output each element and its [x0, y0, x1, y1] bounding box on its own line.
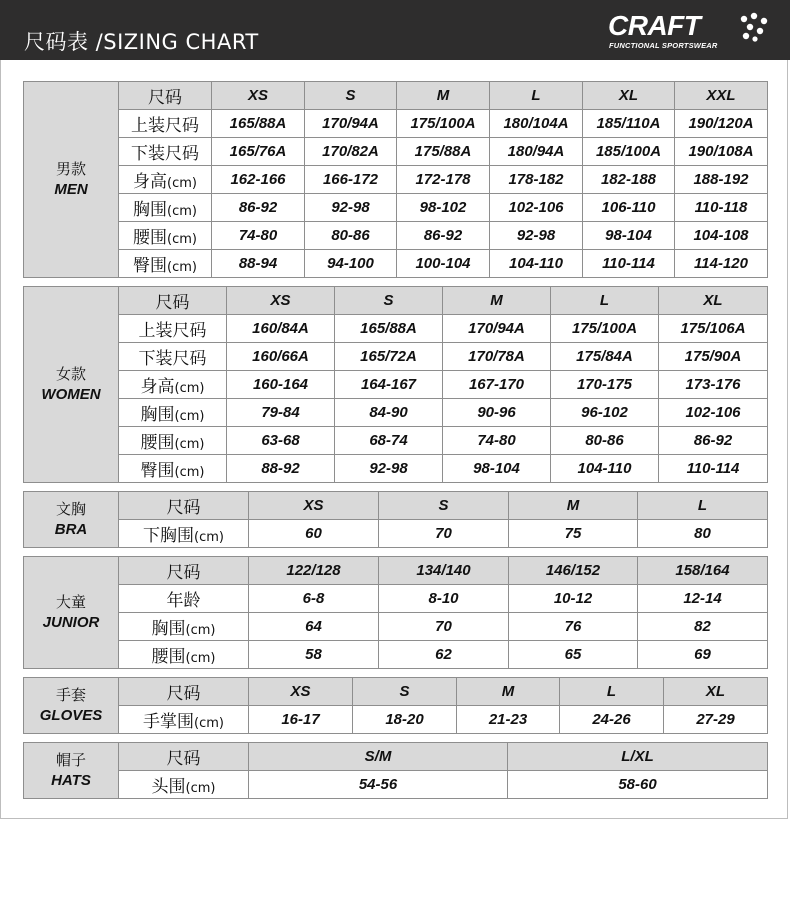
table-cell: 21-23: [457, 706, 560, 734]
table-cell: 10-12: [509, 585, 638, 613]
size-header-row: [24, 287, 768, 315]
category-name-cn: 文胸: [55, 500, 86, 519]
row-label: 胸围(cm): [119, 194, 212, 222]
size-header-row: [24, 557, 768, 585]
table-cell: 165/76A: [212, 138, 305, 166]
row-label: 头围(cm): [119, 771, 249, 799]
table-cell: 68-74: [335, 427, 443, 455]
table-cell: 100-104: [397, 250, 490, 278]
table-cell: 185/110A: [583, 110, 675, 138]
size-header: S: [335, 287, 443, 315]
table-cell: 75: [509, 520, 638, 548]
size-header: XS: [249, 492, 379, 520]
table-row: [24, 166, 768, 194]
table-cell: 114-120: [675, 250, 768, 278]
size-header: L: [560, 678, 664, 706]
row-label: 下装尺码: [119, 138, 212, 166]
category-name-cn: 帽子: [55, 751, 86, 770]
size-header: L: [551, 287, 659, 315]
category-name-en: WOMEN: [41, 385, 101, 403]
table-cell: 167-170: [443, 371, 551, 399]
table-row: [24, 343, 768, 371]
category-name-en: JUNIOR: [42, 613, 100, 631]
row-label: 下胸围(cm): [119, 520, 249, 548]
table-cell: 173-176: [659, 371, 768, 399]
size-header: L: [638, 492, 768, 520]
table-cell: 88-94: [212, 250, 305, 278]
category-name-cn: 女款: [55, 365, 86, 384]
table-cell: 165/88A: [212, 110, 305, 138]
table-cell: 96-102: [551, 399, 659, 427]
table-cell: 162-166: [212, 166, 305, 194]
table-cell: 175/90A: [659, 343, 768, 371]
bra-size-table: [23, 491, 768, 548]
size-label: 尺码: [119, 82, 212, 110]
size-header: XXL: [675, 82, 768, 110]
table-row: [24, 585, 768, 613]
table-row: [24, 315, 768, 343]
size-header: 158/164: [638, 557, 768, 585]
table-cell: 12-14: [638, 585, 768, 613]
table-cell: 18-20: [353, 706, 457, 734]
table-cell: 185/100A: [583, 138, 675, 166]
women-size-table: [23, 286, 768, 483]
table-cell: 82: [638, 613, 768, 641]
category-cell: [24, 678, 119, 734]
size-header: XS: [249, 678, 353, 706]
table-cell: 106-110: [583, 194, 675, 222]
table-cell: 86-92: [659, 427, 768, 455]
table-cell: 90-96: [443, 399, 551, 427]
table-cell: 190/120A: [675, 110, 768, 138]
table-cell: 104-108: [675, 222, 768, 250]
page-title: 尺码表 /SIZING CHART: [24, 30, 259, 54]
category-name-en: MEN: [54, 180, 88, 198]
size-label: 尺码: [119, 287, 227, 315]
size-label: 尺码: [119, 678, 249, 706]
table-cell: 180/104A: [490, 110, 583, 138]
brand-wordmark: CRAFT: [608, 10, 701, 41]
size-header-row: [24, 82, 768, 110]
table-row: [24, 194, 768, 222]
size-header-row: [24, 492, 768, 520]
size-header: M: [397, 82, 490, 110]
category-cell: [24, 743, 119, 799]
table-cell: 110-114: [659, 455, 768, 483]
table-row: [24, 250, 768, 278]
table-cell: 175/106A: [659, 315, 768, 343]
table-cell: 24-26: [560, 706, 664, 734]
table-cell: 190/108A: [675, 138, 768, 166]
table-cell: 104-110: [551, 455, 659, 483]
table-row: [24, 427, 768, 455]
category-name-cn: 手套: [55, 686, 86, 705]
table-cell: 172-178: [397, 166, 490, 194]
row-label: 手掌围(cm): [119, 706, 249, 734]
table-cell: 6-8: [249, 585, 379, 613]
row-label: 上装尺码: [119, 315, 227, 343]
category-name-en: HATS: [51, 771, 91, 789]
table-row: [24, 110, 768, 138]
row-label: 胸围(cm): [119, 613, 249, 641]
size-header: XS: [212, 82, 305, 110]
table-cell: 69: [638, 641, 768, 669]
table-cell: 175/88A: [397, 138, 490, 166]
row-label: 胸围(cm): [119, 399, 227, 427]
size-label: 尺码: [119, 743, 249, 771]
table-cell: 170/82A: [305, 138, 397, 166]
size-header: S: [379, 492, 509, 520]
craft-logo: [608, 8, 773, 54]
size-header: S/M: [249, 743, 508, 771]
table-cell: 70: [379, 613, 509, 641]
table-cell: 175/84A: [551, 343, 659, 371]
table-cell: 160/84A: [227, 315, 335, 343]
table-cell: 86-92: [397, 222, 490, 250]
table-cell: 170-175: [551, 371, 659, 399]
table-cell: 110-114: [583, 250, 675, 278]
table-cell: 98-102: [397, 194, 490, 222]
table-cell: 70: [379, 520, 509, 548]
table-cell: 92-98: [490, 222, 583, 250]
table-cell: 16-17: [249, 706, 353, 734]
table-cell: 8-10: [379, 585, 509, 613]
table-row: [24, 399, 768, 427]
table-cell: 54-56: [249, 771, 508, 799]
size-header: S: [353, 678, 457, 706]
table-cell: 80: [638, 520, 768, 548]
size-header: L/XL: [508, 743, 768, 771]
row-label: 年龄: [119, 585, 249, 613]
table-cell: 102-106: [490, 194, 583, 222]
size-label: 尺码: [119, 492, 249, 520]
size-header: M: [443, 287, 551, 315]
size-header: S: [305, 82, 397, 110]
table-cell: 188-192: [675, 166, 768, 194]
table-cell: 165/88A: [335, 315, 443, 343]
table-cell: 27-29: [664, 706, 768, 734]
table-row: [24, 455, 768, 483]
table-cell: 170/94A: [305, 110, 397, 138]
table-cell: 64: [249, 613, 379, 641]
row-label: 上装尺码: [119, 110, 212, 138]
table-cell: 84-90: [335, 399, 443, 427]
row-label: 腰围(cm): [119, 641, 249, 669]
category-cell: [24, 287, 119, 483]
table-cell: 74-80: [443, 427, 551, 455]
table-cell: 92-98: [335, 455, 443, 483]
table-row: [24, 371, 768, 399]
table-cell: 62: [379, 641, 509, 669]
table-cell: 86-92: [212, 194, 305, 222]
table-cell: 98-104: [443, 455, 551, 483]
category-cell: [24, 492, 119, 548]
gloves-size-table: [23, 677, 768, 734]
category-cell: [24, 82, 119, 278]
table-cell: 63-68: [227, 427, 335, 455]
size-header-row: [24, 678, 768, 706]
table-cell: 94-100: [305, 250, 397, 278]
row-label: 下装尺码: [119, 343, 227, 371]
size-header: M: [509, 492, 638, 520]
table-cell: 102-106: [659, 399, 768, 427]
size-header: XL: [664, 678, 768, 706]
category-name-cn: 大童: [55, 593, 86, 612]
table-cell: 170/94A: [443, 315, 551, 343]
table-row: [24, 613, 768, 641]
table-row: [24, 706, 768, 734]
row-label: 臀围(cm): [119, 455, 227, 483]
table-cell: 166-172: [305, 166, 397, 194]
size-header: 146/152: [509, 557, 638, 585]
table-cell: 104-110: [490, 250, 583, 278]
table-cell: 92-98: [305, 194, 397, 222]
table-cell: 80-86: [551, 427, 659, 455]
size-header-row: [24, 743, 768, 771]
table-cell: 160/66A: [227, 343, 335, 371]
table-cell: 74-80: [212, 222, 305, 250]
row-label: 臀围(cm): [119, 250, 212, 278]
table-cell: 180/94A: [490, 138, 583, 166]
table-cell: 79-84: [227, 399, 335, 427]
table-cell: 110-118: [675, 194, 768, 222]
table-cell: 88-92: [227, 455, 335, 483]
category-name-en: BRA: [54, 520, 88, 538]
table-cell: 175/100A: [397, 110, 490, 138]
size-header: XL: [659, 287, 768, 315]
size-header: M: [457, 678, 560, 706]
table-row: [24, 641, 768, 669]
size-header: L: [490, 82, 583, 110]
size-header: XL: [583, 82, 675, 110]
table-cell: 170/78A: [443, 343, 551, 371]
table-cell: 175/100A: [551, 315, 659, 343]
table-cell: 58-60: [508, 771, 768, 799]
table-cell: 160-164: [227, 371, 335, 399]
size-header: 134/140: [379, 557, 509, 585]
size-header: 122/128: [249, 557, 379, 585]
table-cell: 65: [509, 641, 638, 669]
table-cell: 164-167: [335, 371, 443, 399]
table-cell: 80-86: [305, 222, 397, 250]
table-cell: 98-104: [583, 222, 675, 250]
men-size-table: [23, 81, 768, 278]
size-label: 尺码: [119, 557, 249, 585]
table-cell: 178-182: [490, 166, 583, 194]
hats-size-table: [23, 742, 768, 799]
table-cell: 182-188: [583, 166, 675, 194]
table-row: [24, 771, 768, 799]
table-row: [24, 138, 768, 166]
table-cell: 165/72A: [335, 343, 443, 371]
brand-tagline: FUNCTIONAL SPORTSWEAR: [609, 41, 718, 50]
category-name-cn: 男款: [55, 160, 86, 179]
size-header: XS: [227, 287, 335, 315]
row-label: 腰围(cm): [119, 427, 227, 455]
category-cell: [24, 557, 119, 669]
junior-size-table: [23, 556, 768, 669]
row-label: 腰围(cm): [119, 222, 212, 250]
table-cell: 58: [249, 641, 379, 669]
table-row: [24, 222, 768, 250]
table-cell: 60: [249, 520, 379, 548]
row-label: 身高(cm): [119, 166, 212, 194]
brand-dots-icon: [738, 12, 770, 42]
page-header: [0, 0, 790, 60]
table-cell: 76: [509, 613, 638, 641]
category-name-en: GLOVES: [39, 706, 103, 724]
table-row: [24, 520, 768, 548]
row-label: 身高(cm): [119, 371, 227, 399]
